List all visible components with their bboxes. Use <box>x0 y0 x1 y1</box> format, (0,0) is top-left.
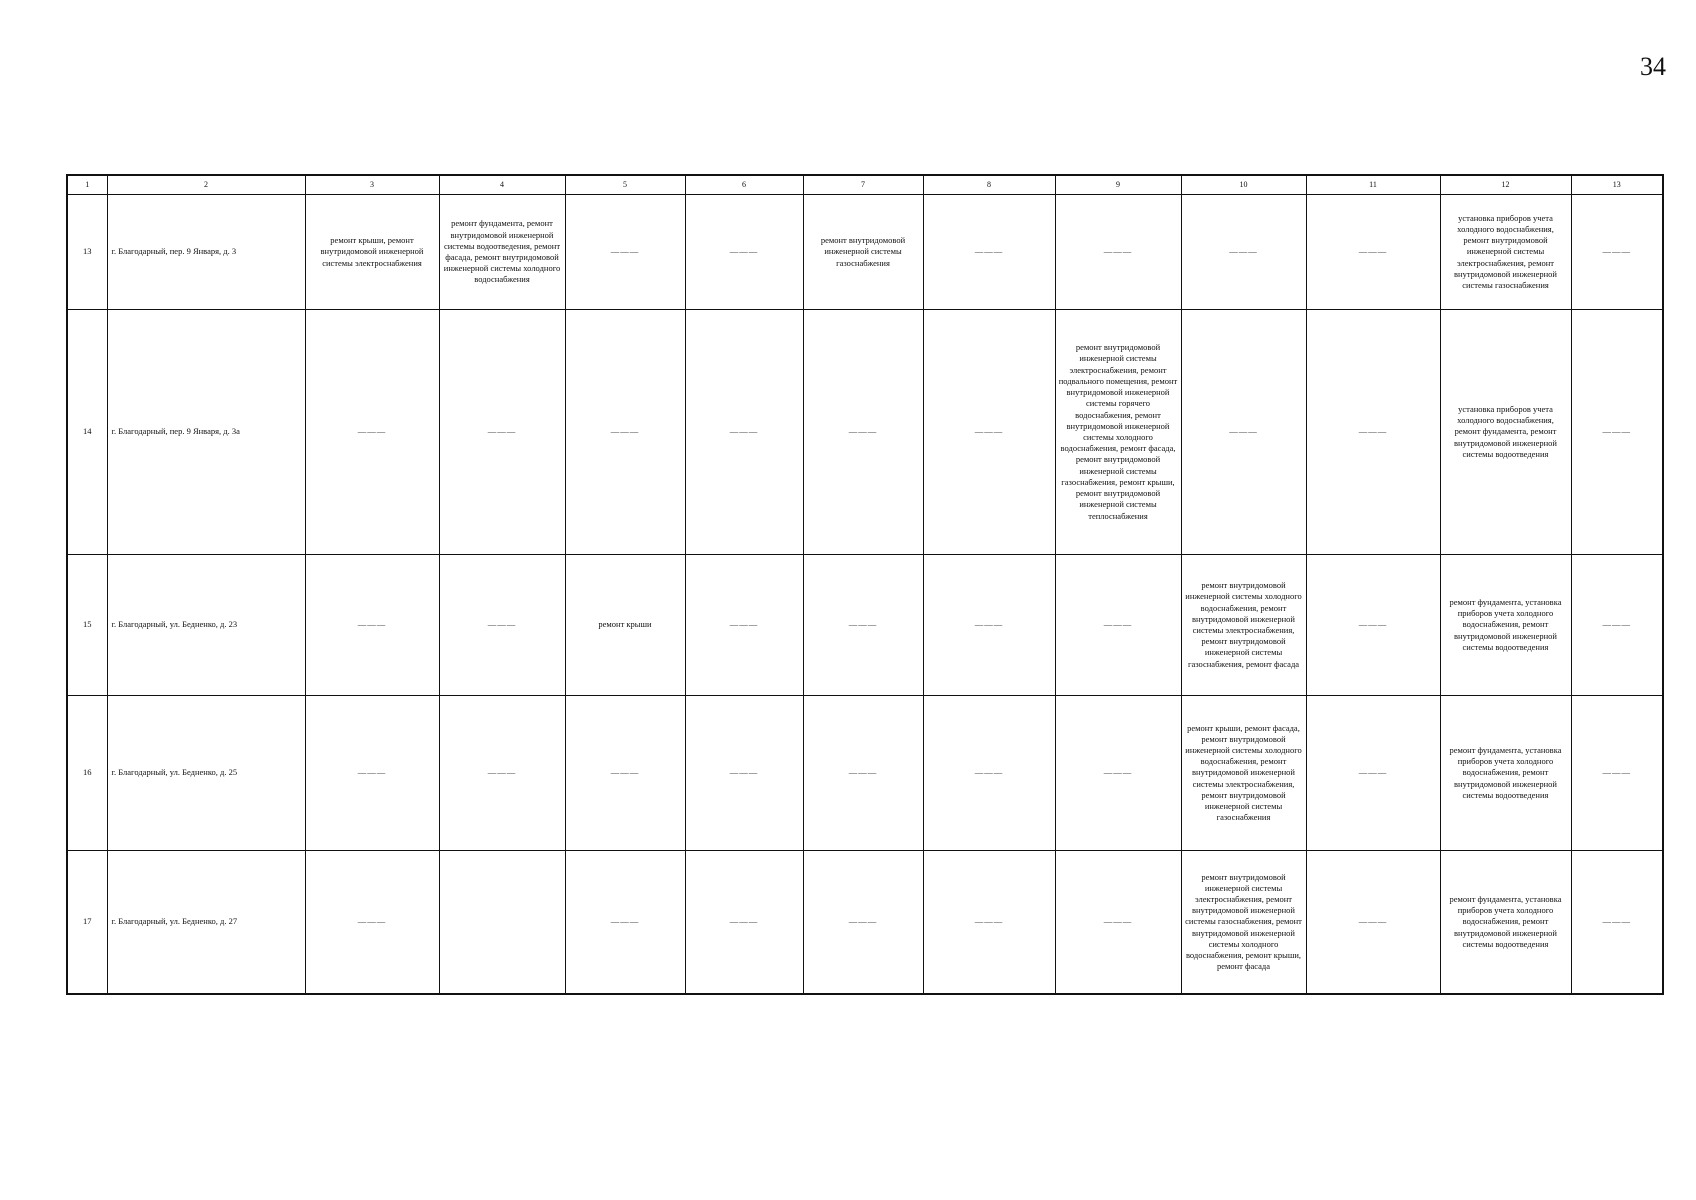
column-header: 12 <box>1440 175 1571 195</box>
cell-col-7: ——— <box>803 696 923 851</box>
cell-col-4: ремонт фундамента, ремонт внутридомовой инженерной системы водоотведения, ремонт фасада, ремонт внутридомовой инженерной системы холодного водоснабжения <box>439 195 565 310</box>
cell-col-6: ——— <box>685 851 803 995</box>
column-header: 13 <box>1571 175 1663 195</box>
cell-col-13: ——— <box>1571 851 1663 995</box>
row-number: 13 <box>67 195 107 310</box>
cell-col-3: ремонт крыши, ремонт внутридомовой инженерной системы электроснабжения <box>305 195 439 310</box>
cell-col-4 <box>439 851 565 995</box>
cell-col-12: ремонт фундамента, установка приборов учета холодного водоснабжения, ремонт внутридомовой инженерной системы водоотведения <box>1440 696 1571 851</box>
column-header: 4 <box>439 175 565 195</box>
row-number: 17 <box>67 851 107 995</box>
cell-col-11: ——— <box>1306 851 1440 995</box>
cell-col-9: ——— <box>1055 696 1181 851</box>
cell-col-6: ——— <box>685 555 803 696</box>
cell-col-10: ——— <box>1181 310 1306 555</box>
column-header: 6 <box>685 175 803 195</box>
cell-col-4: ——— <box>439 555 565 696</box>
column-header: 7 <box>803 175 923 195</box>
header-row <box>67 175 1663 195</box>
cell-col-7: ——— <box>803 851 923 995</box>
cell-col-9: ——— <box>1055 555 1181 696</box>
page-number: 34 <box>1640 52 1666 81</box>
cell-col-12: установка приборов учета холодного водоснабжения, ремонт внутридомовой инженерной системы электроснабжения, ремонт внутридомовой инженерной системы газоснабжения <box>1440 195 1571 310</box>
cell-col-5: ——— <box>565 195 685 310</box>
cell-col-7: ——— <box>803 310 923 555</box>
cell-col-3: ——— <box>305 851 439 995</box>
cell-col-10: ремонт крыши, ремонт фасада, ремонт внутридомовой инженерной системы холодного водоснабжения, ремонт внутридомовой инженерной системы электроснабжения, ремонт внутридомовой инженерной системы газоснабжения <box>1181 696 1306 851</box>
cell-col-9: ремонт внутридомовой инженерной системы электроснабжения, ремонт подвального помещения, ремонт внутридомовой инженерной системы горячего водоснабжения, ремонт внутридомовой инженерной системы холодного водоснабжения, ремонт фасада, ремонт внутридомовой инженерной системы газоснабжения, ремонт крыши, ремонт внутридомовой инженерной системы теплоснабжения <box>1055 310 1181 555</box>
cell-col-6: ——— <box>685 696 803 851</box>
cell-col-13: ——— <box>1571 555 1663 696</box>
column-header: 8 <box>923 175 1055 195</box>
cell-col-8: ——— <box>923 310 1055 555</box>
cell-col-3: ——— <box>305 310 439 555</box>
cell-col-8: ——— <box>923 555 1055 696</box>
cell-col-8: ——— <box>923 696 1055 851</box>
cell-col-5: ——— <box>565 851 685 995</box>
table-row <box>67 310 1663 555</box>
cell-col-12: ремонт фундамента, установка приборов учета холодного водоснабжения, ремонт внутридомовой инженерной системы водоотведения <box>1440 851 1571 995</box>
column-header: 10 <box>1181 175 1306 195</box>
cell-col-7: ——— <box>803 555 923 696</box>
cell-col-5: ——— <box>565 310 685 555</box>
row-number: 16 <box>67 696 107 851</box>
table-row <box>67 195 1663 310</box>
row-number: 15 <box>67 555 107 696</box>
cell-col-6: ——— <box>685 310 803 555</box>
column-header: 11 <box>1306 175 1440 195</box>
cell-col-12: ремонт фундамента, установка приборов учета холодного водоснабжения, ремонт внутридомовой инженерной системы водоотведения <box>1440 555 1571 696</box>
cell-col-5: ремонт крыши <box>565 555 685 696</box>
cell-col-5: ——— <box>565 696 685 851</box>
cell-col-10: ремонт внутридомовой инженерной системы холодного водоснабжения, ремонт внутридомовой инженерной системы электроснабжения, ремонт внутридомовой инженерной системы газоснабжения, ремонт фасада <box>1181 555 1306 696</box>
cell-col-11: ——— <box>1306 696 1440 851</box>
cell-col-7: ремонт внутридомовой инженерной системы газоснабжения <box>803 195 923 310</box>
cell-col-10: ——— <box>1181 195 1306 310</box>
cell-col-8: ——— <box>923 195 1055 310</box>
column-header: 1 <box>67 175 107 195</box>
table-row <box>67 555 1663 696</box>
table-row <box>67 851 1663 995</box>
address-cell: г. Благодарный, ул. Бедненко, д. 27 <box>107 851 305 995</box>
cell-col-8: ——— <box>923 851 1055 995</box>
address-cell: г. Благодарный, пер. 9 Января, д. 3а <box>107 310 305 555</box>
column-header: 9 <box>1055 175 1181 195</box>
cell-col-11: ——— <box>1306 555 1440 696</box>
column-header: 3 <box>305 175 439 195</box>
address-cell: г. Благодарный, ул. Бедненко, д. 23 <box>107 555 305 696</box>
table-row <box>67 696 1663 851</box>
cell-col-11: ——— <box>1306 310 1440 555</box>
cell-col-13: ——— <box>1571 195 1663 310</box>
cell-col-9: ——— <box>1055 195 1181 310</box>
cell-col-12: установка приборов учета холодного водоснабжения, ремонт фундамента, ремонт внутридомовой инженерной системы водоотведения <box>1440 310 1571 555</box>
cell-col-13: ——— <box>1571 310 1663 555</box>
cell-col-4: ——— <box>439 310 565 555</box>
address-cell: г. Благодарный, ул. Бедненко, д. 25 <box>107 696 305 851</box>
address-cell: г. Благодарный, пер. 9 Января, д. 3 <box>107 195 305 310</box>
cell-col-13: ——— <box>1571 696 1663 851</box>
cell-col-11: ——— <box>1306 195 1440 310</box>
column-header: 2 <box>107 175 305 195</box>
cell-col-6: ——— <box>685 195 803 310</box>
cell-col-4: ——— <box>439 696 565 851</box>
row-number: 14 <box>67 310 107 555</box>
cell-col-3: ——— <box>305 555 439 696</box>
cell-col-9: ——— <box>1055 851 1181 995</box>
cell-col-3: ——— <box>305 696 439 851</box>
cell-col-10: ремонт внутридомовой инженерной системы электроснабжения, ремонт внутридомовой инженерной системы газоснабжения, ремонт внутридомовой инженерной системы холодного водоснабжения, ремонт крыши, ремонт фасада <box>1181 851 1306 995</box>
repair-schedule-table <box>66 174 1664 995</box>
column-header: 5 <box>565 175 685 195</box>
